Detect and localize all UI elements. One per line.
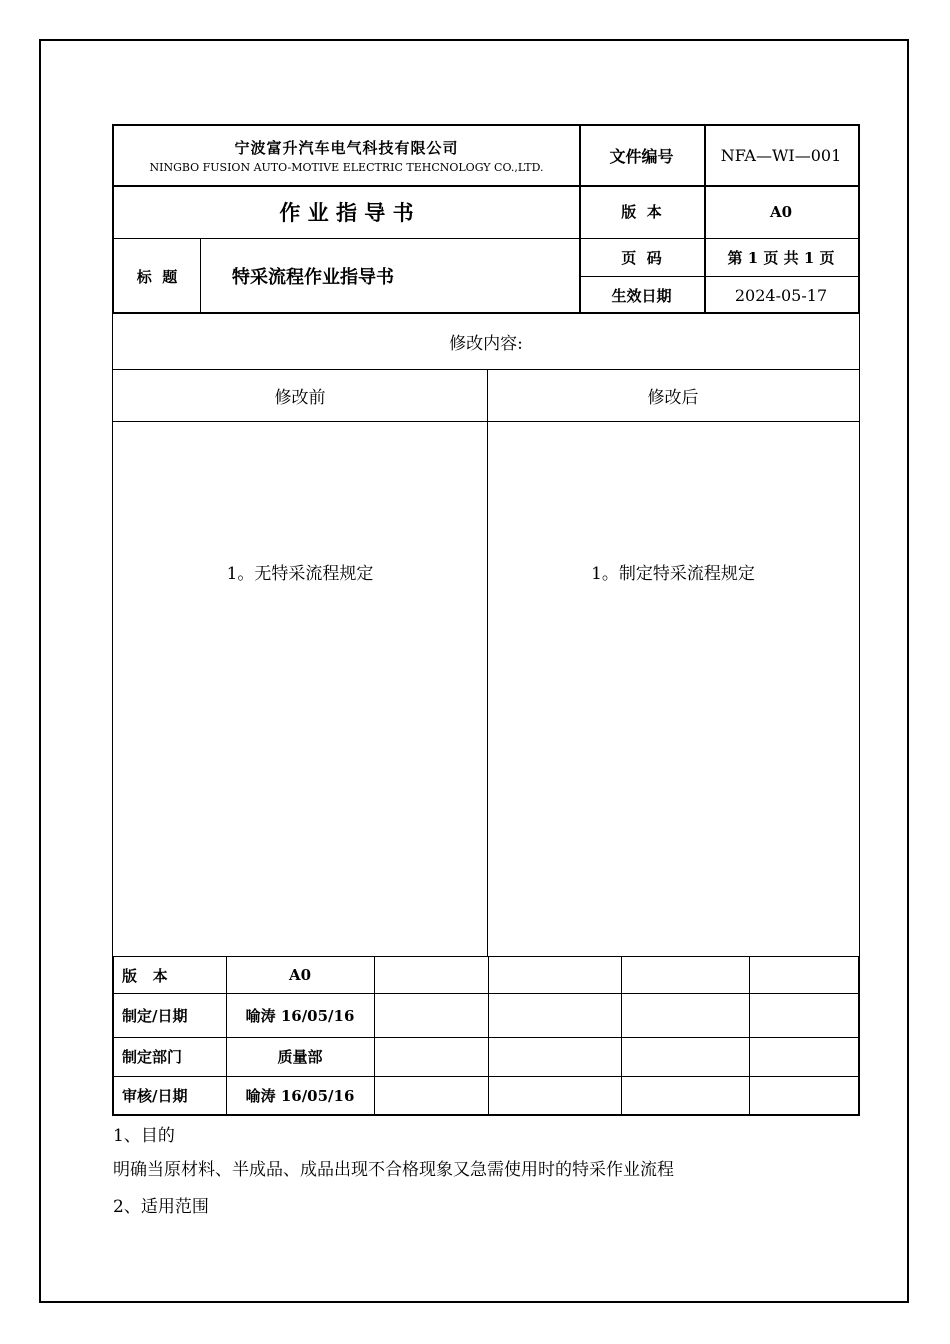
approval-table xyxy=(112,956,860,1116)
before-text: 1。无特采流程规定 xyxy=(226,563,374,584)
company-name-en: NINGBO FUSION AUTO-MOTIVE ELECTRIC TEHCNOLOGY CO.,LTD. xyxy=(149,161,544,174)
footer-version-value: A0 xyxy=(288,966,312,984)
effective-date-label: 生效日期 xyxy=(611,286,672,305)
title-value: 特采流程作业指导书 xyxy=(232,267,394,288)
revision-table xyxy=(112,313,860,957)
page-value: 第 1 页 共 1 页 xyxy=(727,248,835,267)
dept-label: 制定部门 xyxy=(122,1048,183,1066)
after-text: 1。制定特采流程规定 xyxy=(591,563,755,584)
section-2-heading: 2、适用范围 xyxy=(113,1197,209,1217)
page-label: 页 码 xyxy=(621,248,662,267)
review-date-label: 审核/日期 xyxy=(122,1087,188,1105)
after-label: 修改后 xyxy=(647,387,699,408)
document-header-table xyxy=(112,124,860,314)
made-date-label: 制定/日期 xyxy=(122,1006,188,1025)
doc-type-title: 作 业 指 导 书 xyxy=(279,199,414,225)
before-label: 修改前 xyxy=(274,387,326,408)
title-label: 标 题 xyxy=(136,267,178,286)
version-value: A0 xyxy=(769,202,793,221)
footer-version-label: 版 本 xyxy=(122,966,168,985)
section-1-text: 明确当原材料、半成品、成品出现不合格现象又急需使用时的特采作业流程 xyxy=(113,1160,674,1180)
section-1-heading: 1、目的 xyxy=(113,1126,175,1146)
review-date-value: 喻涛 16/05/16 xyxy=(245,1087,355,1105)
made-date-value: 喻涛 16/05/16 xyxy=(245,1006,355,1025)
doc-number-label: 文件编号 xyxy=(609,147,674,166)
version-label: 版 本 xyxy=(621,203,662,221)
dept-value: 质量部 xyxy=(277,1048,323,1066)
revision-heading: 修改内容: xyxy=(449,333,523,354)
effective-date-value: 2024-05-17 xyxy=(734,285,828,305)
company-name-cell xyxy=(114,126,579,185)
company-name-cn: 宁波富升汽车电气科技有限公司 xyxy=(234,139,459,157)
doc-number-value: NFA—WI—001 xyxy=(720,146,842,165)
